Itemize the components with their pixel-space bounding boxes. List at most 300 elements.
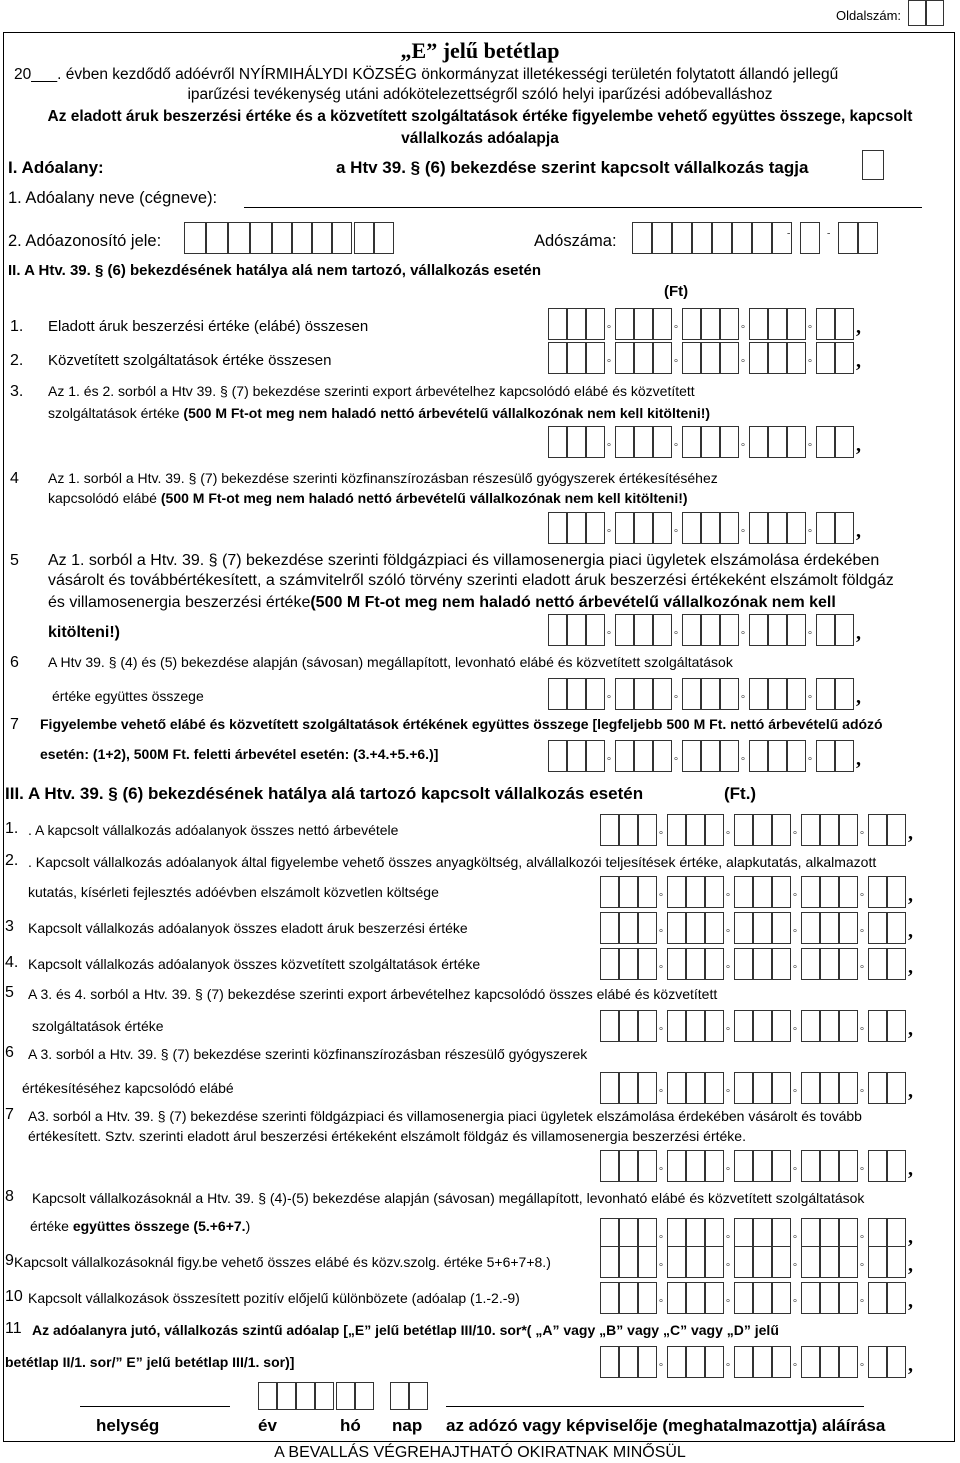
amount-digit-box[interactable]: [734, 912, 753, 944]
amount-digit-box[interactable]: [705, 1010, 724, 1042]
amount-digit-box[interactable]: [835, 614, 854, 646]
sig-label-year: év: [258, 1416, 277, 1435]
amount-digit-box[interactable]: [638, 912, 657, 944]
amount-digit-box[interactable]: [772, 876, 791, 908]
amount-digit-box[interactable]: [653, 426, 672, 458]
amount-digit-box[interactable]: [682, 678, 701, 710]
tax-id-box[interactable]: [374, 222, 394, 254]
amount-digit-box[interactable]: [839, 1150, 858, 1182]
amount-digit-box[interactable]: [705, 876, 724, 908]
amount-digit-box[interactable]: [801, 1282, 820, 1314]
row-number: 5: [5, 984, 14, 1001]
page-number-box-1[interactable]: [908, 0, 926, 26]
amount-digit-box[interactable]: [705, 1150, 724, 1182]
amount-digit-box[interactable]: [868, 876, 887, 908]
amount-digit-box[interactable]: [600, 814, 619, 846]
amount-digit-box[interactable]: [734, 1246, 753, 1278]
amount-digit-box[interactable]: [749, 512, 768, 544]
amount-digit-box[interactable]: [638, 948, 657, 980]
amount-digit-box[interactable]: [868, 1346, 887, 1378]
tax-number-box[interactable]: [858, 222, 878, 254]
amount-digit-box[interactable]: [686, 948, 705, 980]
amount-digit-box[interactable]: [634, 342, 653, 374]
amount-digit-box[interactable]: [787, 426, 806, 458]
amount-digit-box[interactable]: [772, 814, 791, 846]
amount-digit-box[interactable]: [816, 512, 835, 544]
tax-id-box[interactable]: [292, 222, 312, 254]
tax-number-box[interactable]: [712, 222, 732, 254]
amount-digit-box[interactable]: [567, 678, 586, 710]
amount-digit-box[interactable]: [548, 342, 567, 374]
amount-digit-box[interactable]: [816, 614, 835, 646]
amount-digit-box[interactable]: [768, 426, 787, 458]
tax-id-box[interactable]: [184, 222, 206, 254]
amount-digit-box[interactable]: [816, 342, 835, 374]
amount-digit-box[interactable]: [705, 1282, 724, 1314]
group-separator: °: [793, 1298, 797, 1309]
amount-digit-box[interactable]: [638, 1150, 657, 1182]
amount-digit-box[interactable]: [701, 614, 720, 646]
amount-digit-box[interactable]: [653, 342, 672, 374]
group-separator: °: [793, 1262, 797, 1273]
date-year-box[interactable]: [277, 1382, 296, 1410]
row-number: 6: [10, 654, 19, 671]
amount-digit-box[interactable]: [868, 1010, 887, 1042]
amount-digit-box[interactable]: [619, 948, 638, 980]
amount-digit-box[interactable]: [567, 740, 586, 772]
amount-digit-box[interactable]: [820, 1072, 839, 1104]
amount-digit-box[interactable]: [835, 740, 854, 772]
amount-digit-box[interactable]: [753, 1072, 772, 1104]
group-separator: °: [860, 1166, 864, 1177]
amount-digit-box[interactable]: [586, 426, 605, 458]
row-text-line: [28, 1108, 862, 1124]
amount-digit-box[interactable]: [816, 740, 835, 772]
amount-digit-box[interactable]: [638, 1072, 657, 1104]
amount-digit-box[interactable]: [548, 308, 567, 340]
decimal-comma: ,: [856, 316, 861, 338]
amount-digit-box[interactable]: [615, 308, 634, 340]
tax-id-box[interactable]: [354, 222, 374, 254]
amount-digit-box[interactable]: [887, 1150, 906, 1182]
amount-digit-box[interactable]: [586, 678, 605, 710]
amount-digit-box[interactable]: [887, 948, 906, 980]
amount-digit-box[interactable]: [720, 342, 739, 374]
amount-digit-box[interactable]: [787, 342, 806, 374]
group-separator: °: [659, 964, 663, 975]
amount-digit-box[interactable]: [686, 1282, 705, 1314]
amount-digit-box[interactable]: [701, 678, 720, 710]
tax-number-box[interactable]: [838, 222, 858, 254]
row-text-line: [14, 1254, 551, 1270]
sig-label-place: helység: [96, 1416, 160, 1435]
amount-digit-box[interactable]: [887, 1010, 906, 1042]
tax-number-box[interactable]: [652, 222, 672, 254]
amount-digit-box[interactable]: [839, 1010, 858, 1042]
amount-digit-box[interactable]: [787, 614, 806, 646]
amount-digit-box[interactable]: [686, 1346, 705, 1378]
amount-digit-box[interactable]: [638, 1346, 657, 1378]
amount-digit-box[interactable]: [835, 512, 854, 544]
amount-digit-box[interactable]: [615, 614, 634, 646]
amount-digit-box[interactable]: [638, 1282, 657, 1314]
group-separator: °: [860, 1362, 864, 1373]
decimal-comma: ,: [908, 1354, 913, 1376]
amount-digit-box[interactable]: [753, 948, 772, 980]
amount-digit-box[interactable]: [586, 512, 605, 544]
date-month-box[interactable]: [336, 1382, 355, 1410]
amount-digit-box[interactable]: [772, 1346, 791, 1378]
amount-digit-box[interactable]: [548, 512, 567, 544]
amount-digit-box[interactable]: [638, 1246, 657, 1278]
amount-digit-box[interactable]: [801, 1150, 820, 1182]
amount-digit-box[interactable]: [839, 948, 858, 980]
decimal-comma: ,: [908, 956, 913, 978]
amount-digit-box[interactable]: [887, 876, 906, 908]
amount-digit-box[interactable]: [619, 1072, 638, 1104]
amount-digit-box[interactable]: [820, 1346, 839, 1378]
amount-digit-box[interactable]: [768, 342, 787, 374]
amount-digit-box[interactable]: [682, 342, 701, 374]
amount-digit-box[interactable]: [734, 1150, 753, 1182]
amount-digit-box[interactable]: [653, 678, 672, 710]
row-number: 4.: [5, 954, 19, 971]
connected-company-checkbox[interactable]: [862, 150, 884, 180]
amount-digit-box[interactable]: [820, 1282, 839, 1314]
amount-digit-box[interactable]: [787, 308, 806, 340]
amount-digit-box[interactable]: [835, 678, 854, 710]
amount-digit-box[interactable]: [768, 740, 787, 772]
amount-digit-box[interactable]: [682, 614, 701, 646]
amount-digit-box[interactable]: [615, 342, 634, 374]
amount-digit-box[interactable]: [705, 814, 724, 846]
date-year-box[interactable]: [258, 1382, 277, 1410]
amount-digit-box[interactable]: [615, 426, 634, 458]
amount-digit-box[interactable]: [820, 1010, 839, 1042]
amount-digit-box[interactable]: [753, 1346, 772, 1378]
amount-digit-box[interactable]: [753, 912, 772, 944]
amount-digit-box[interactable]: [701, 426, 720, 458]
amount-digit-box[interactable]: [734, 1282, 753, 1314]
amount-digit-box[interactable]: [600, 1072, 619, 1104]
place-line[interactable]: [80, 1406, 230, 1407]
amount-digit-box[interactable]: [615, 512, 634, 544]
amount-digit-box[interactable]: [638, 1010, 657, 1042]
amount-digit-box[interactable]: [615, 740, 634, 772]
amount-digit-box[interactable]: [600, 1010, 619, 1042]
amount-digit-box[interactable]: [820, 876, 839, 908]
amount-digit-box[interactable]: [787, 740, 806, 772]
amount-digit-box[interactable]: [705, 912, 724, 944]
amount-digit-box[interactable]: [753, 876, 772, 908]
amount-digit-box[interactable]: [567, 426, 586, 458]
amount-digit-box[interactable]: [887, 1072, 906, 1104]
section-3-title: III. A Htv. 39. § (6) bekezdésének hatálya alá tartozó kapcsolt vállalkozás esetén: [5, 784, 644, 803]
date-year-box[interactable]: [315, 1382, 334, 1410]
tax-id-box[interactable]: [250, 222, 272, 254]
row-text: szolgáltatások értéke: [48, 405, 180, 421]
amount-digit-box[interactable]: [600, 1246, 619, 1278]
amount-digit-box[interactable]: [653, 512, 672, 544]
amount-digit-box[interactable]: [768, 614, 787, 646]
amount-digit-box[interactable]: [787, 512, 806, 544]
tax-number-box[interactable]: [800, 222, 820, 254]
amount-digit-box[interactable]: [600, 876, 619, 908]
amount-digit-box[interactable]: [634, 426, 653, 458]
tax-number-box[interactable]: [752, 222, 772, 254]
tax-number-box[interactable]: [732, 222, 752, 254]
amount-digit-box[interactable]: [686, 876, 705, 908]
amount-digit-box[interactable]: [753, 814, 772, 846]
amount-digit-box[interactable]: [868, 1072, 887, 1104]
amount-digit-box[interactable]: [816, 426, 835, 458]
amount-digit-box[interactable]: [839, 1282, 858, 1314]
amount-digit-box[interactable]: [682, 740, 701, 772]
amount-digit-box[interactable]: [820, 1246, 839, 1278]
amount-digit-box[interactable]: [686, 814, 705, 846]
amount-digit-box[interactable]: [839, 912, 858, 944]
amount-digit-box[interactable]: [567, 512, 586, 544]
amount-digit-box[interactable]: [567, 342, 586, 374]
amount-digit-box[interactable]: [701, 740, 720, 772]
amount-digit-box[interactable]: [835, 308, 854, 340]
amount-digit-box[interactable]: [667, 948, 686, 980]
amount-digit-box[interactable]: [667, 1150, 686, 1182]
amount-digit-box[interactable]: [619, 1346, 638, 1378]
amount-digit-box[interactable]: [667, 912, 686, 944]
amount-digit-box[interactable]: [868, 948, 887, 980]
amount-digit-box[interactable]: [720, 740, 739, 772]
tax-id-box[interactable]: [272, 222, 292, 254]
amount-digit-box[interactable]: [734, 876, 753, 908]
amount-digit-box[interactable]: [820, 948, 839, 980]
amount-digit-box[interactable]: [638, 814, 657, 846]
amount-digit-box[interactable]: [887, 1346, 906, 1378]
amount-digit-box[interactable]: [734, 1072, 753, 1104]
amount-digit-box[interactable]: [653, 308, 672, 340]
amount-digit-box[interactable]: [720, 308, 739, 340]
amount-digit-box[interactable]: [667, 814, 686, 846]
amount-digit-box[interactable]: [749, 740, 768, 772]
amount-digit-box[interactable]: [772, 1282, 791, 1314]
amount-digit-box[interactable]: [586, 342, 605, 374]
amount-digit-box[interactable]: [634, 614, 653, 646]
tax-number-box[interactable]: [632, 222, 652, 254]
amount-digit-box[interactable]: [667, 1246, 686, 1278]
amount-digit-box[interactable]: [600, 1346, 619, 1378]
tax-number-box[interactable]: [692, 222, 712, 254]
date-day-box[interactable]: [390, 1382, 409, 1410]
tax-number-box[interactable]: [672, 222, 692, 254]
amount-digit-box[interactable]: [868, 1282, 887, 1314]
amount-digit-box[interactable]: [634, 740, 653, 772]
amount-digit-box[interactable]: [720, 678, 739, 710]
group-separator: °: [860, 830, 864, 841]
amount-digit-box[interactable]: [839, 814, 858, 846]
amount-digit-box[interactable]: [768, 308, 787, 340]
amount-digit-box[interactable]: [548, 426, 567, 458]
amount-digit-box[interactable]: [839, 1246, 858, 1278]
amount-digit-box[interactable]: [667, 1282, 686, 1314]
amount-digit-box[interactable]: [586, 308, 605, 340]
amount-digit-box[interactable]: [887, 814, 906, 846]
tax-id-box[interactable]: [312, 222, 332, 254]
amount-digit-box[interactable]: [887, 912, 906, 944]
amount-digit-box[interactable]: [772, 1072, 791, 1104]
signature-line[interactable]: [446, 1406, 864, 1407]
amount-digit-box[interactable]: [701, 308, 720, 340]
amount-digit-box[interactable]: [682, 308, 701, 340]
amount-digit-box[interactable]: [801, 1010, 820, 1042]
amount-digit-box[interactable]: [734, 1010, 753, 1042]
amount-digit-box[interactable]: [887, 1282, 906, 1314]
amount-digit-box[interactable]: [749, 342, 768, 374]
amount-digit-box[interactable]: [720, 512, 739, 544]
amount-digit-box[interactable]: [749, 308, 768, 340]
amount-digit-box[interactable]: [686, 1072, 705, 1104]
group-separator: °: [607, 358, 611, 369]
amount-digit-box[interactable]: [586, 740, 605, 772]
amount-digit-box[interactable]: [600, 1282, 619, 1314]
amount-digit-box[interactable]: [600, 1150, 619, 1182]
amount-digit-box[interactable]: [868, 1150, 887, 1182]
amount-digit-box[interactable]: [816, 308, 835, 340]
amount-digit-box[interactable]: [868, 1246, 887, 1278]
amount-digit-box[interactable]: [887, 1246, 906, 1278]
amount-digit-box[interactable]: [734, 814, 753, 846]
date-month-box[interactable]: [355, 1382, 374, 1410]
amount-digit-box[interactable]: [705, 1072, 724, 1104]
amount-digit-box[interactable]: [801, 1072, 820, 1104]
date-day-box[interactable]: [409, 1382, 428, 1410]
amount-digit-box[interactable]: [619, 1010, 638, 1042]
amount-digit-box[interactable]: [701, 512, 720, 544]
amount-digit-box[interactable]: [667, 876, 686, 908]
amount-digit-box[interactable]: [801, 876, 820, 908]
tax-id-box[interactable]: [332, 222, 352, 254]
tax-id-box[interactable]: [206, 222, 228, 254]
amount-digit-box[interactable]: [734, 1346, 753, 1378]
taxpayer-name-field[interactable]: [244, 207, 922, 208]
page-number-box-2[interactable]: [926, 0, 944, 26]
amount-digit-box[interactable]: [634, 678, 653, 710]
amount-digit-box[interactable]: [548, 678, 567, 710]
amount-digit-box[interactable]: [667, 1346, 686, 1378]
amount-digit-box[interactable]: [600, 948, 619, 980]
amount-digit-box[interactable]: [619, 912, 638, 944]
amount-digit-box[interactable]: [820, 1150, 839, 1182]
amount-digit-box[interactable]: [768, 512, 787, 544]
amount-digit-box[interactable]: [749, 426, 768, 458]
amount-digit-box[interactable]: [705, 1346, 724, 1378]
amount-digit-box[interactable]: [548, 614, 567, 646]
amount-digit-box[interactable]: [619, 876, 638, 908]
amount-digit-box[interactable]: [653, 614, 672, 646]
amount-digit-box[interactable]: [801, 948, 820, 980]
amount-digit-box[interactable]: [701, 342, 720, 374]
amount-digit-box[interactable]: [839, 876, 858, 908]
row-text: értéke együttes összege: [52, 688, 204, 704]
amount-digit-box[interactable]: [638, 876, 657, 908]
amount-digit-box[interactable]: [839, 1346, 858, 1378]
amount-digit-box[interactable]: [615, 678, 634, 710]
amount-digit-box[interactable]: [801, 814, 820, 846]
row-text-line: [28, 1046, 587, 1062]
amount-digit-box[interactable]: [667, 1072, 686, 1104]
amount-digit-box[interactable]: [734, 948, 753, 980]
amount-digit-box[interactable]: [801, 1346, 820, 1378]
amount-digit-box[interactable]: [634, 512, 653, 544]
amount-digit-box[interactable]: [749, 678, 768, 710]
amount-digit-box[interactable]: [686, 1010, 705, 1042]
amount-digit-box[interactable]: [801, 1246, 820, 1278]
amount-digit-box[interactable]: [682, 426, 701, 458]
amount-digit-box[interactable]: [787, 678, 806, 710]
amount-digit-box[interactable]: [653, 740, 672, 772]
amount-digit-box[interactable]: [667, 1010, 686, 1042]
amount-digit-box[interactable]: [772, 1246, 791, 1278]
amount-digit-box[interactable]: [600, 912, 619, 944]
date-year-box[interactable]: [296, 1382, 315, 1410]
amount-digit-box[interactable]: [753, 1010, 772, 1042]
amount-digit-box[interactable]: [772, 912, 791, 944]
amount-digit-box[interactable]: [772, 1010, 791, 1042]
amount-digit-box[interactable]: [686, 1150, 705, 1182]
amount-digit-box[interactable]: [682, 512, 701, 544]
amount-digit-box[interactable]: [567, 308, 586, 340]
amount-digit-box[interactable]: [619, 814, 638, 846]
amount-digit-box[interactable]: [820, 912, 839, 944]
amount-digit-box[interactable]: [619, 1246, 638, 1278]
amount-digit-box[interactable]: [720, 614, 739, 646]
amount-digit-box[interactable]: [772, 1150, 791, 1182]
amount-digit-box[interactable]: [801, 912, 820, 944]
amount-digit-box[interactable]: [705, 1246, 724, 1278]
amount-digit-box[interactable]: [619, 1150, 638, 1182]
decimal-comma: ,: [908, 822, 913, 844]
amount-digit-box[interactable]: [686, 912, 705, 944]
amount-digit-box[interactable]: [753, 1282, 772, 1314]
amount-digit-box[interactable]: [772, 948, 791, 980]
amount-digit-box[interactable]: [749, 614, 768, 646]
amount-digit-box[interactable]: [634, 308, 653, 340]
amount-digit-box[interactable]: [816, 678, 835, 710]
amount-digit-box[interactable]: [619, 1282, 638, 1314]
amount-digit-box[interactable]: [839, 1072, 858, 1104]
row-number: 1.: [10, 318, 24, 335]
amount-digit-box[interactable]: [868, 814, 887, 846]
amount-digit-box[interactable]: [835, 426, 854, 458]
amount-digit-box[interactable]: [720, 426, 739, 458]
amount-digit-box[interactable]: [548, 740, 567, 772]
row-text: Kapcsolt vállalkozások összesített pozitív előjelű különbözete (adóalap (1.-2.-9): [28, 1290, 520, 1306]
amount-digit-box[interactable]: [705, 948, 724, 980]
row-text-bold: esetén: (1+2), 500M Ft. feletti árbevétel esetén: (3.+4.+5.+6.)]: [40, 746, 439, 762]
tax-id-box[interactable]: [228, 222, 250, 254]
amount-digit-box[interactable]: [768, 678, 787, 710]
amount-digit-box[interactable]: [567, 614, 586, 646]
group-separator: °: [793, 830, 797, 841]
group-separator: °: [659, 1234, 663, 1245]
amount-digit-box[interactable]: [820, 814, 839, 846]
amount-digit-box[interactable]: [835, 342, 854, 374]
amount-digit-box[interactable]: [586, 614, 605, 646]
amount-digit-box[interactable]: [686, 1246, 705, 1278]
amount-digit-box[interactable]: [868, 912, 887, 944]
amount-digit-box[interactable]: [753, 1246, 772, 1278]
amount-digit-box[interactable]: [753, 1150, 772, 1182]
row-text: A3. sorból a Htv. 39. § (7) bekezdése szerinti földgázpiaci és villamosenergia piaci ügyletek elszámolása érdekében vásárolt és tovább: [28, 1108, 862, 1124]
